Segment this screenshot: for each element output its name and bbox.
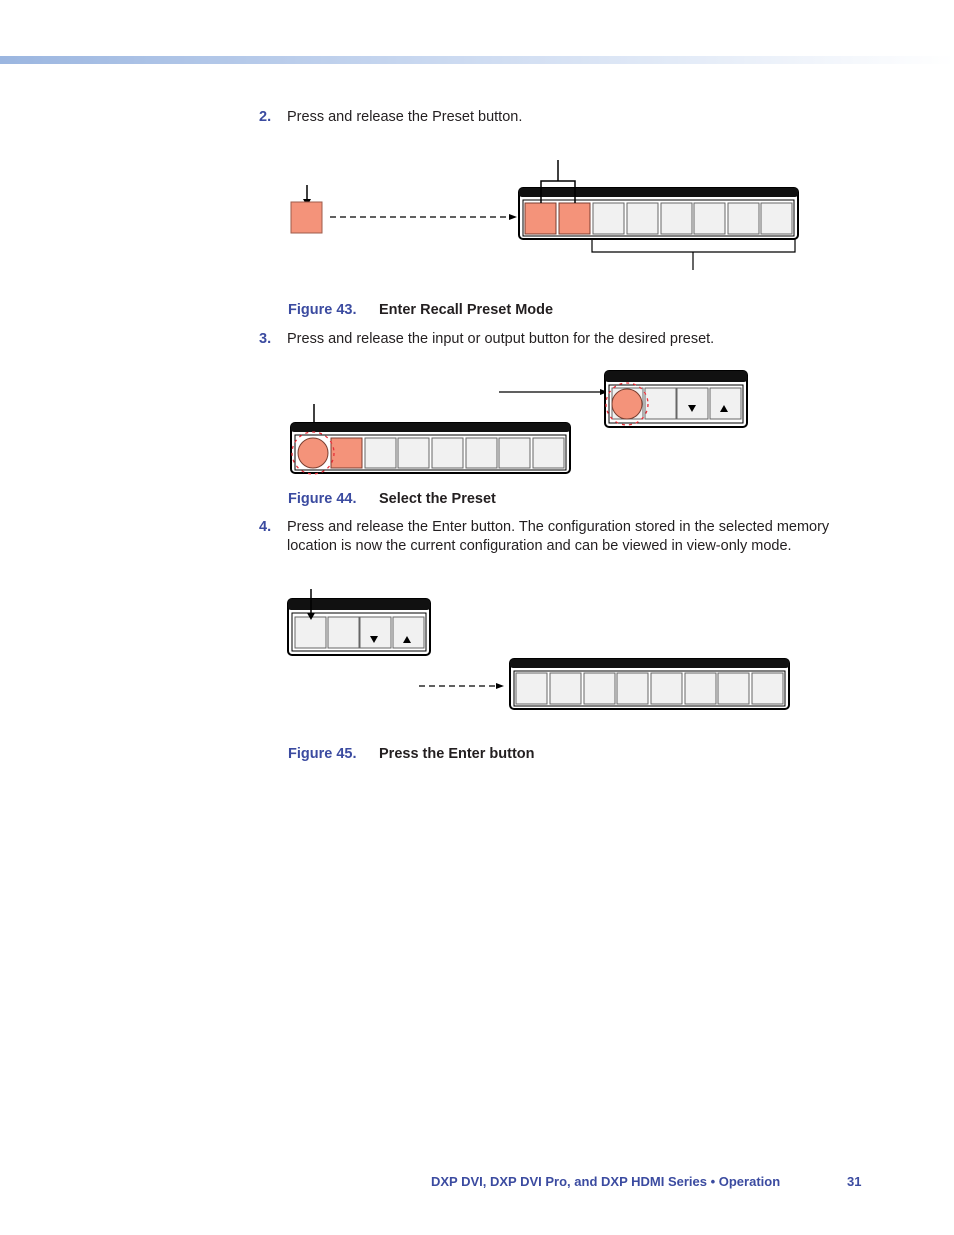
- figure-label: Figure 44.: [288, 491, 357, 507]
- step-text: Press and release the input or output button for the desired preset.: [287, 331, 715, 347]
- down-button: [677, 388, 708, 419]
- panel-inner: [295, 435, 566, 470]
- step-text: Press and release the Enter button. The configuration stored in the selected memory location is now the current configuration and can be viewed in view-only mode.: [287, 519, 830, 554]
- step-number: 4.: [259, 519, 272, 535]
- panel-buttons: [525, 203, 792, 234]
- panel-inner: [292, 613, 426, 651]
- panel-inner: [609, 385, 743, 423]
- button-panel: [519, 188, 798, 239]
- panel-button: [612, 388, 643, 419]
- header-gradient-bar: [0, 56, 954, 64]
- button-panel: [291, 423, 570, 473]
- figure-45-caption: [288, 746, 535, 762]
- preset-button-lit: [291, 202, 322, 233]
- figure-label: Figure 45.: [288, 746, 357, 762]
- enter-button: [295, 617, 326, 648]
- figure-title: Press the Enter button: [379, 746, 535, 762]
- blink-icon: [606, 383, 648, 425]
- down-arrow-icon: [688, 405, 696, 412]
- panel-buttons: [516, 673, 783, 704]
- arrow-head: [310, 429, 318, 436]
- blink-icon: [292, 432, 334, 474]
- arrow-head: [509, 214, 517, 220]
- down-arrow-icon: [370, 636, 378, 643]
- arrow-head: [496, 683, 504, 689]
- figure-44-caption: [288, 491, 496, 507]
- bottom-bracket: [592, 238, 795, 270]
- control-panel: [605, 371, 747, 427]
- figure-title: Enter Recall Preset Mode: [379, 302, 554, 318]
- panel-header: [291, 423, 570, 432]
- step-number: 2.: [259, 109, 272, 125]
- step-number: 3.: [259, 331, 272, 347]
- panel-header: [519, 188, 798, 197]
- up-button: [710, 388, 741, 419]
- panel-header: [605, 371, 747, 382]
- button-panel: [510, 659, 789, 709]
- control-panel: [288, 599, 430, 655]
- figure-title: Select the Preset: [379, 491, 496, 507]
- up-button: [393, 617, 424, 648]
- page-number: 31: [847, 1174, 862, 1189]
- lit-button-glow: [612, 389, 642, 419]
- panel-header: [288, 599, 430, 610]
- panel-inner: [514, 671, 785, 706]
- footer-doc-title: DXP DVI, DXP DVI Pro, and DXP HDMI Series • Operation: [431, 1174, 781, 1189]
- top-bracket: [541, 160, 575, 203]
- arrow-head: [307, 613, 315, 620]
- step-text: Press and release the Preset button.: [287, 109, 523, 125]
- panel-header: [510, 659, 789, 668]
- figure-43-caption: [288, 302, 554, 318]
- panel-inner: [523, 200, 794, 236]
- panel-button: [328, 617, 359, 648]
- arrow-head: [303, 199, 311, 206]
- figure-label: Figure 43.: [288, 302, 357, 318]
- lit-button-glow: [298, 438, 328, 468]
- up-arrow-icon: [720, 405, 728, 412]
- panel-button: [645, 388, 676, 419]
- down-button: [360, 617, 391, 648]
- panel-buttons: [331, 438, 564, 468]
- arrow-head: [600, 389, 608, 395]
- up-arrow-icon: [403, 636, 411, 643]
